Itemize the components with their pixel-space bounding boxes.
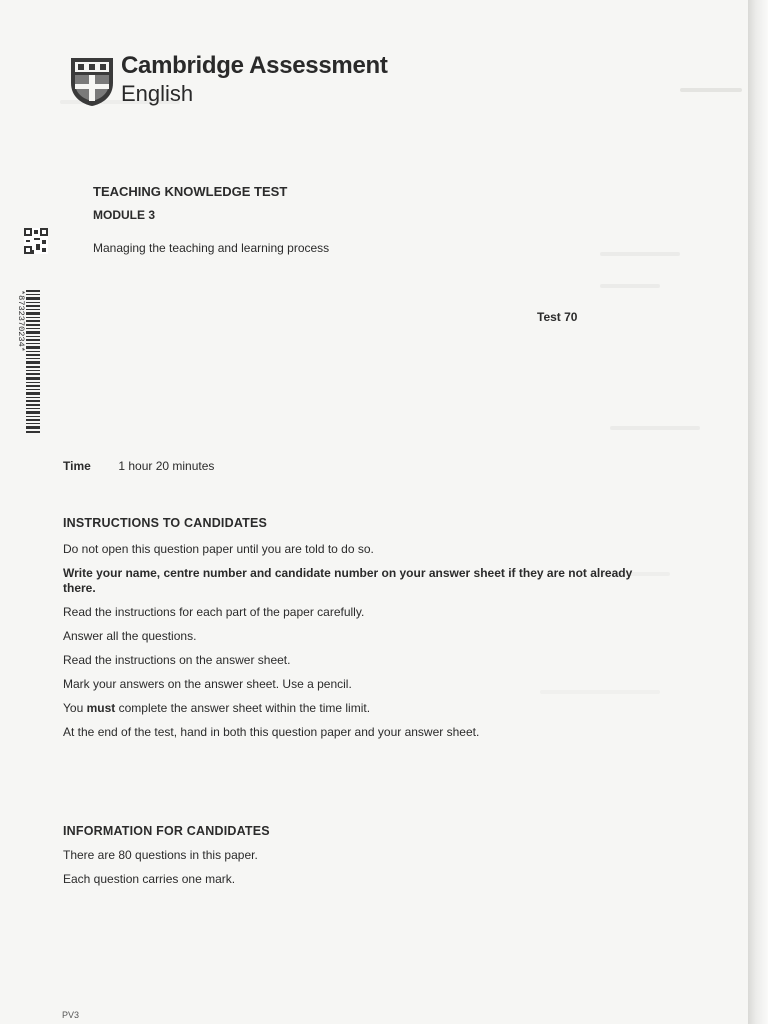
module-subtitle: Managing the teaching and learning process (93, 241, 330, 255)
logo-line1: Cambridge Assessment (121, 52, 388, 79)
cambridge-crest-icon (68, 55, 116, 107)
page-edge (748, 0, 768, 1024)
test-number: Test 70 (537, 310, 578, 324)
instruction-item: Mark your answers on the answer sheet. Use a pencil. (63, 677, 352, 691)
instruction-item: You must complete the answer sheet within the time limit. (63, 701, 371, 715)
footer-code: PV3 (62, 1010, 80, 1020)
instruction-item: Answer all the questions. (63, 629, 197, 643)
information-heading: INFORMATION FOR CANDIDATES (63, 824, 270, 838)
barcode (12, 288, 42, 438)
logo-line2: English (121, 81, 194, 106)
instruction-item: Do not open this question paper until you are told to do so. (63, 542, 374, 556)
information-item: There are 80 questions in this paper. (63, 848, 258, 862)
instruction-item: Read the instructions for each part of the paper carefully. (63, 605, 365, 619)
barcode-icon (12, 288, 42, 438)
information-item: Each question carries one mark. (63, 872, 236, 886)
instructions-heading: INSTRUCTIONS TO CANDIDATES (63, 516, 268, 530)
qr-code-icon (24, 228, 48, 254)
instruction-item: Read the instructions on the answer sheet. (63, 653, 291, 667)
cambridge-logo (68, 52, 398, 112)
time-value: 1 hour 20 minutes (118, 459, 215, 473)
time-label: Time (63, 459, 91, 473)
barcode-number: *8732370234* (16, 290, 26, 352)
information-list (63, 848, 663, 896)
time-row (63, 459, 214, 473)
instructions-list (63, 542, 663, 749)
module-label: MODULE 3 (93, 208, 156, 222)
instruction-item: At the end of the test, hand in both this question paper and your answer sheet. (63, 725, 480, 739)
test-name: TEACHING KNOWLEDGE TEST (93, 184, 288, 199)
instruction-item: Write your name, centre number and candidate number on your answer sheet if they are not already there. (63, 566, 633, 595)
